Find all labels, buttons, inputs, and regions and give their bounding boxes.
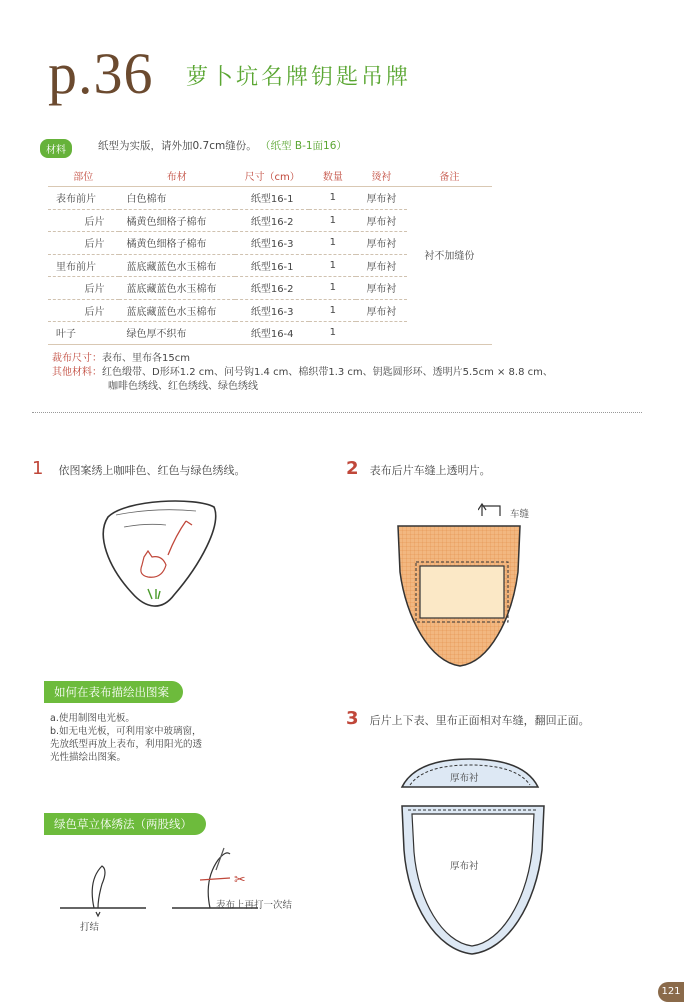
table-cell: 纸型16-4 [235, 322, 310, 345]
cutting-info [52, 352, 553, 394]
howto-line: a.使用制图电光板。 [50, 713, 135, 724]
table-cell: 1 [309, 254, 356, 277]
step-text: 依图案绣上咖啡色、红色与绿色绣线。 [58, 464, 246, 477]
table-cell: 1 [309, 209, 356, 232]
table-remark: 衬不加缝份 [424, 250, 475, 262]
table-cell: 纸型16-3 [235, 299, 310, 322]
interfacing-label-top: 厚布衬 [450, 773, 479, 784]
table-cell: 蓝底藏蓝色水玉棉布 [119, 299, 235, 322]
howto-text [50, 712, 202, 764]
howto-line: 先放纸型再放上表布，利用阳光的透 [50, 739, 203, 750]
table-cell: 1 [309, 187, 356, 210]
table-cell: 纸型16-1 [235, 254, 310, 277]
table-cell: 蓝底藏蓝色水玉棉布 [119, 277, 235, 300]
step-1-heading [32, 458, 246, 479]
step-2-heading [346, 458, 491, 479]
table-row [48, 322, 492, 345]
table-cell: 厚布衬 [356, 232, 407, 255]
page-title: 萝卜坑名牌钥匙吊牌 [186, 65, 412, 90]
table-cell [356, 322, 407, 345]
table-cell: 厚布衬 [356, 254, 407, 277]
table-cell: 纸型16-3 [235, 232, 310, 255]
section-divider [32, 412, 642, 413]
materials-note [98, 138, 347, 153]
table-cell: 纸型16-2 [235, 209, 310, 232]
table-cell: 橘黄色细格子棉布 [119, 232, 235, 255]
table-header-row [48, 164, 492, 187]
back-panel-illustration [394, 522, 524, 670]
step-3-heading [346, 708, 590, 729]
page-number: 121 [658, 982, 684, 1002]
knot-again-label: 表布上再打一次结 [216, 900, 293, 911]
table-header: 备注 [407, 164, 492, 187]
embroidery-illustration [96, 495, 226, 615]
table-cell: 后片 [48, 232, 119, 255]
table-cell: 叶子 [48, 322, 119, 345]
interfacing-label-bottom: 厚布衬 [450, 861, 479, 872]
howto-banner: 如何在表布描绘出图案 [44, 681, 183, 703]
table-cell: 厚布衬 [356, 277, 407, 300]
table-cell: 纸型16-1 [235, 187, 310, 210]
table-cell: 1 [309, 322, 356, 345]
howto-line: 光性描绘出图案。 [50, 752, 127, 763]
table-cell: 蓝底藏蓝色水玉棉布 [119, 254, 235, 277]
step-number: 1 [32, 458, 44, 479]
table-header: 布材 [119, 164, 235, 187]
table-cell: 纸型16-2 [235, 277, 310, 300]
sewing-label: 车缝 [510, 509, 530, 520]
table-header: 数量 [309, 164, 356, 187]
table-cell: 厚布衬 [356, 187, 407, 210]
grass-banner: 绿色草立体绣法（两股线） [44, 813, 206, 835]
table-cell: 表布前片 [48, 187, 119, 210]
svg-text:✂: ✂ [234, 872, 246, 888]
table-cell: 厚布衬 [356, 299, 407, 322]
materials-badge: 材料 [40, 139, 72, 158]
bottom-lining-illustration [398, 800, 548, 958]
table-cell: 1 [309, 299, 356, 322]
knot-illustration [58, 860, 148, 920]
table-cell: 厚布衬 [356, 209, 407, 232]
table-header: 尺寸（cm） [235, 164, 310, 187]
step-text: 表布后片车缝上透明片。 [369, 464, 491, 477]
table-cell: 后片 [48, 277, 119, 300]
table-cell: 1 [309, 232, 356, 255]
step-number: 2 [346, 458, 359, 479]
step-text: 后片上下表、里布正面相对车缝，翻回正面。 [369, 714, 590, 727]
cut-size-label: 裁布尺寸： [52, 353, 102, 364]
table-cell: 里布前片 [48, 254, 119, 277]
other-materials-label: 其他材料： [52, 367, 102, 378]
table-cell: 后片 [48, 209, 119, 232]
table-cell: 绿色厚不织布 [119, 322, 235, 345]
table-cell: 白色棉布 [119, 187, 235, 210]
cut-size-text: 表布、里布各15cm [102, 353, 190, 364]
seam-allowance-note: 纸型为实版，请外加0.7cm缝份。 [98, 140, 257, 152]
table-header: 烫衬 [356, 164, 407, 187]
table-cell: 后片 [48, 299, 119, 322]
howto-line: b.如无电光板，可利用家中玻璃窗， [50, 726, 202, 737]
table-cell: 1 [309, 277, 356, 300]
materials-table [48, 164, 492, 345]
step-number: 3 [346, 708, 359, 729]
page-reference: p.36 [48, 41, 154, 106]
table-header: 部位 [48, 164, 119, 187]
other-materials-text: 红色缎带、D形环1.2 cm、问号钩1.4 cm、棉织带1.3 cm、钥匙圆形环、透明片5.5cm × 8.8 cm、 [102, 367, 553, 378]
other-materials-text-2: 咖啡色绣线、红色绣线、绿色绣线 [108, 381, 258, 392]
table-row [48, 187, 492, 210]
knot-label: 打结 [80, 922, 100, 933]
table-cell [407, 322, 492, 345]
table-cell: 橘黄色细格子棉布 [119, 209, 235, 232]
pattern-reference: （纸型 B-1面16） [260, 140, 347, 152]
